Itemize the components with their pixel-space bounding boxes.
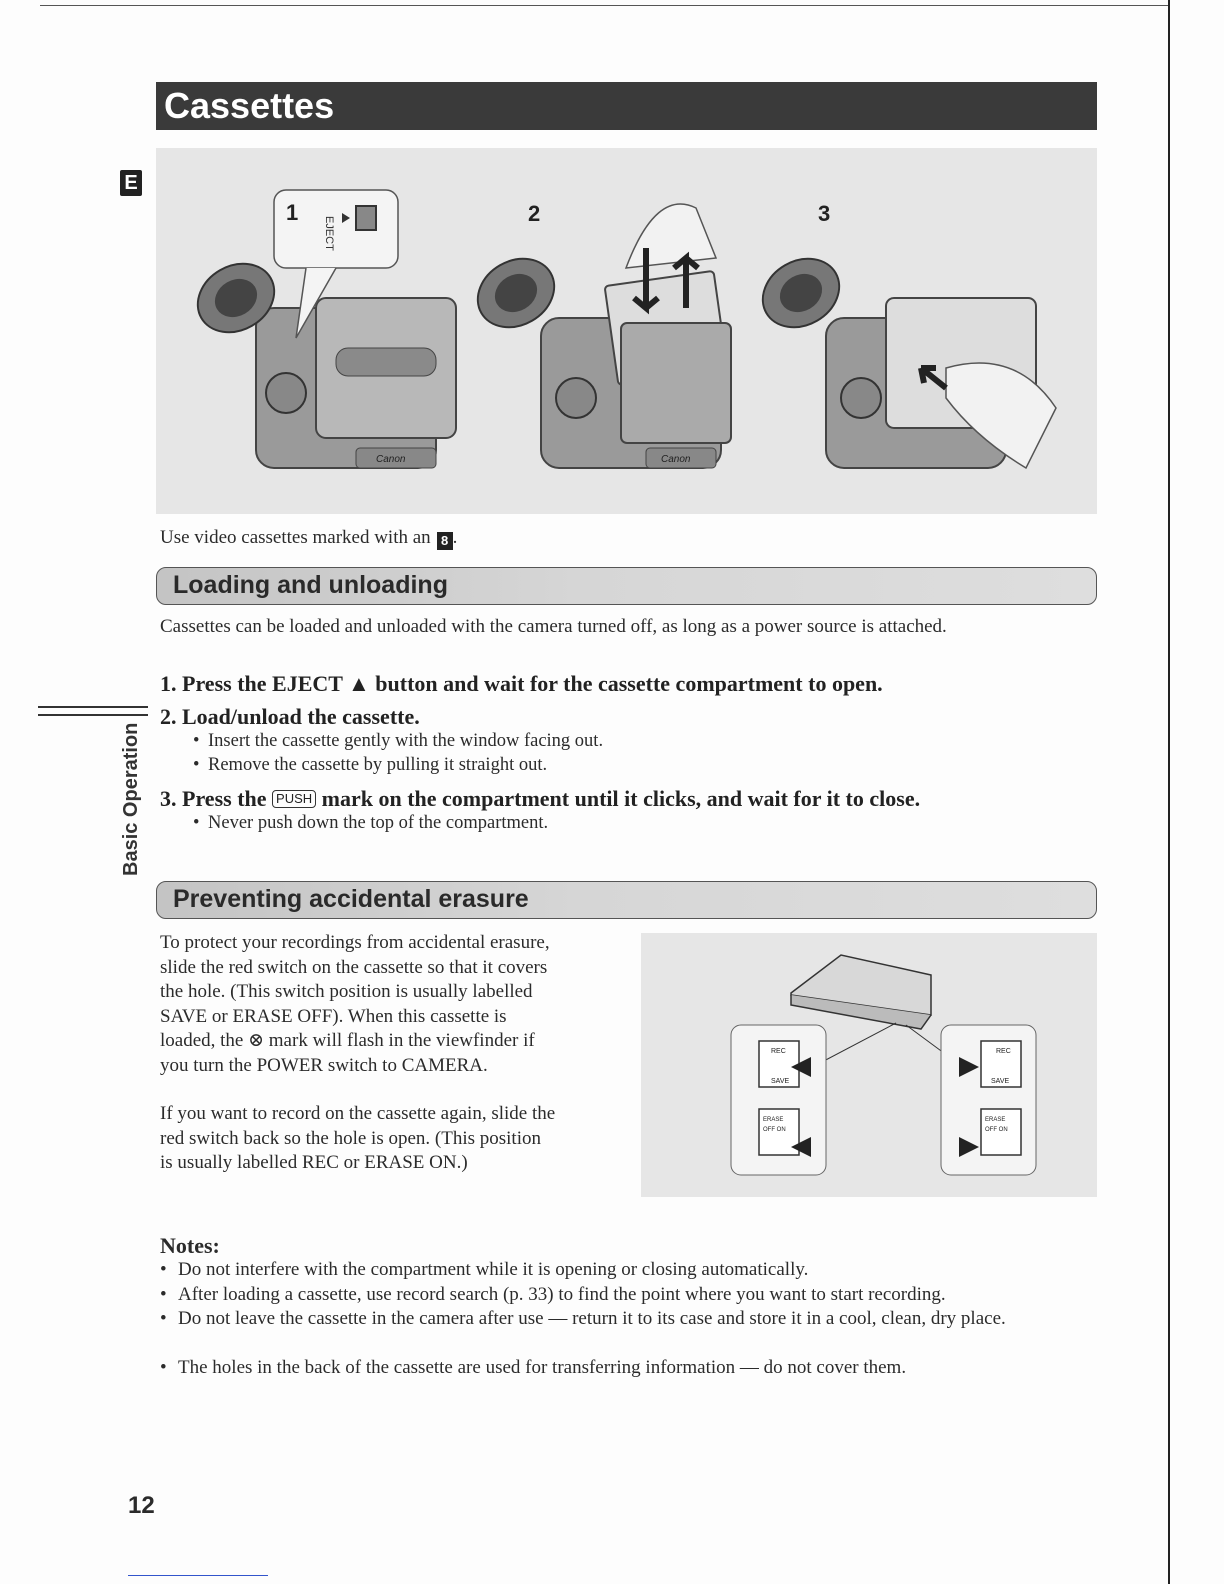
- step-3-label: 3: [818, 201, 831, 226]
- step-3-heading: [160, 786, 920, 812]
- save-label-left: SAVE: [771, 1078, 790, 1085]
- text-line: To protect your recordings from accidental erasure,: [160, 932, 550, 953]
- erase-label-right: ERASE: [985, 1117, 1006, 1123]
- erasure-section-heading: Preventing accidental erasure: [156, 881, 1097, 919]
- step-3-bullet: • Never push down the top of the compartment.: [208, 813, 548, 834]
- language-badge: E: [120, 170, 142, 196]
- erase-label-left: ERASE: [763, 1117, 784, 1123]
- brand-label-2: Canon: [661, 454, 691, 465]
- step-3-suffix: mark on the compartment until it clicks, and wait for it to close.: [321, 786, 921, 811]
- text-line: is usually labelled REC or ERASE ON.): [160, 1152, 468, 1173]
- camcorder-1-illustration: [185, 190, 456, 468]
- step-3-prefix: 3. Press the: [160, 786, 267, 811]
- step-2-bullet: • Remove the cassette by pulling it straight out.: [208, 755, 547, 776]
- top-rule: [40, 5, 1170, 6]
- notes-title: Notes:: [160, 1233, 220, 1258]
- note-item: • The holes in the back of the cassette are used for transferring information — do not cover them.: [178, 1356, 1068, 1381]
- text-line: the hole. (This switch position is usually labelled: [160, 981, 533, 1002]
- bottom-rule: [128, 1575, 268, 1576]
- step-2-bullet: • Insert the cassette gently with the window facing out.: [208, 731, 603, 752]
- text-line: If you want to record on the cassette again, slide the: [160, 1103, 556, 1124]
- cassette-caption: [160, 527, 457, 550]
- left-switch-panel: [731, 1025, 826, 1175]
- text-line: SAVE or ERASE OFF). When this cassette is: [160, 1005, 507, 1027]
- camcorder-3-illustration: [750, 201, 1056, 468]
- text-line: loaded, the ⊗ mark will flash in the viewfinder if: [160, 1030, 535, 1051]
- off-on-label-right: OFF ON: [985, 1127, 1008, 1133]
- off-on-label-left: OFF ON: [763, 1127, 786, 1133]
- 8mm-mark-icon: 8: [437, 532, 453, 550]
- note-item: • Do not interfere with the compartment while it is opening or closing automatically.: [178, 1258, 1068, 1283]
- cassette-loading-illustration: [156, 148, 1097, 514]
- eject-label: EJECT: [323, 216, 335, 251]
- text-line: you turn the POWER switch to CAMERA.: [160, 1054, 488, 1076]
- text-line: red switch back so the hole is open. (This position: [160, 1127, 541, 1149]
- camcorder-2-illustration: [465, 201, 731, 468]
- note-item: • After loading a cassette, use record search (p. 33) to find the point where you want to start recording.: [178, 1283, 1068, 1308]
- side-section-label: Basic Operation: [120, 722, 142, 876]
- brand-label-1: Canon: [376, 454, 406, 465]
- erasure-switch-diagram: [641, 933, 1097, 1197]
- page-number: 12: [128, 1492, 155, 1519]
- caption-end: .: [452, 527, 458, 548]
- caption-text: Use video cassettes marked with an: [160, 527, 431, 548]
- rec-label-right: REC: [996, 1048, 1011, 1055]
- step-2-heading: 2. Load/unload the cassette.: [160, 704, 420, 729]
- camcorder-illustrations: [156, 148, 1097, 514]
- erasure-paragraph-2: [160, 1102, 555, 1176]
- step-1-heading: 1. Press the EJECT ▲ button and wait for the cassette compartment to open.: [160, 671, 883, 696]
- step-1-label: 1: [286, 200, 299, 225]
- step-2-label: 2: [528, 201, 541, 226]
- loading-section-heading: Loading and unloading: [156, 567, 1097, 605]
- loading-intro: Cassettes can be loaded and unloaded with the camera turned off, as long as a power source is attached.: [160, 616, 947, 637]
- erasure-paragraph-1: [160, 931, 550, 1078]
- text-line: slide the red switch on the cassette so that it covers: [160, 956, 548, 978]
- page-title: Cassettes: [156, 82, 1097, 130]
- right-edge-rule: [1168, 0, 1170, 1584]
- save-label-right: SAVE: [991, 1078, 1010, 1085]
- note-item: • Do not leave the cassette in the camera after use — return it to its case and store it in a cool, clean, dry place.: [178, 1307, 1068, 1332]
- cassette-switch-diagram: [641, 933, 1097, 1197]
- push-mark-icon: PUSH: [272, 790, 316, 808]
- rec-label-left: REC: [771, 1048, 786, 1055]
- right-switch-panel: [941, 1025, 1036, 1175]
